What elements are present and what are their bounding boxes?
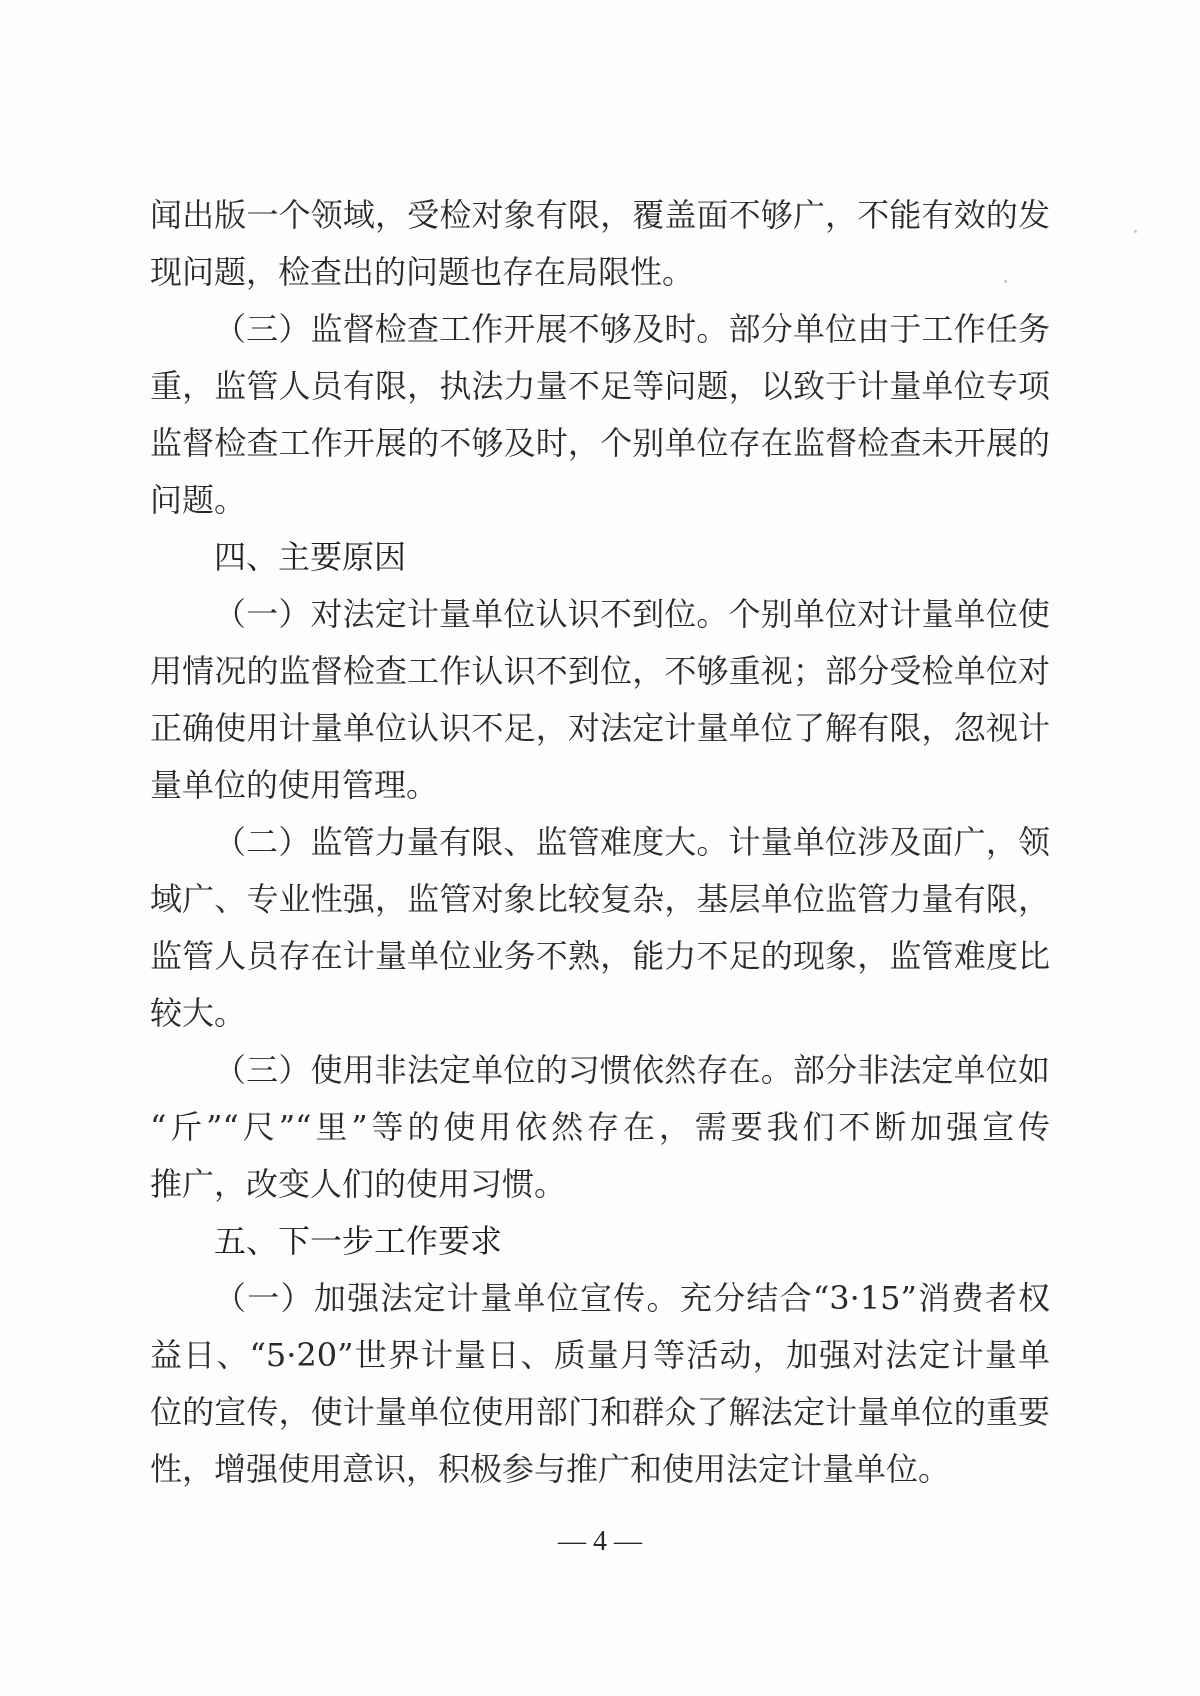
body-line: 较大。 xyxy=(150,994,247,1032)
body-line: 益日、“5·20”世界计量日、质量月等活动，加强对法定计量单 xyxy=(150,1336,1050,1374)
subsection-paragraph-line: （三）使用非法定单位的习惯依然存在。部分非法定单位如 xyxy=(214,1051,1050,1089)
body-line: 推广，改变人们的使用习惯。 xyxy=(150,1165,567,1203)
scan-speck xyxy=(1004,280,1007,283)
subsection-paragraph-line: （三）监督检查工作开展不够及时。部分单位由于工作任务 xyxy=(214,310,1050,348)
body-line: “斤”“尺”“里”等的使用依然存在，需要我们不断加强宣传 xyxy=(150,1108,1050,1146)
body-line: 监督检查工作开展的不够及时，个别单位存在监督检查未开展的 xyxy=(150,424,1050,462)
subsection-paragraph-line: （一）对法定计量单位认识不到位。个别单位对计量单位使 xyxy=(214,595,1050,633)
subsection-paragraph-line: （一）加强法定计量单位宣传。充分结合“3·15”消费者权 xyxy=(214,1279,1050,1317)
body-line: 用情况的监督检查工作认识不到位，不够重视；部分受检单位对 xyxy=(150,652,1050,690)
body-line: 问题。 xyxy=(150,481,247,519)
section-heading-main-causes: 四、主要原因 xyxy=(214,538,407,576)
body-line: 监管人员存在计量单位业务不熟，能力不足的现象，监管难度比 xyxy=(150,937,1050,975)
body-line: 性，增强使用意识，积极参与推广和使用法定计量单位。 xyxy=(150,1450,951,1488)
body-line: 域广、专业性强，监管对象比较复杂，基层单位监管力量有限， xyxy=(150,880,1050,918)
body-line: 现问题，检查出的问题也存在局限性。 xyxy=(150,253,695,291)
subsection-paragraph-line: （二）监管力量有限、监管难度大。计量单位涉及面广，领 xyxy=(214,823,1050,861)
body-line: 位的宣传，使计量单位使用部门和群众了解法定计量单位的重要 xyxy=(150,1393,1050,1431)
body-line: 闻出版一个领域，受检对象有限，覆盖面不够广，不能有效的发 xyxy=(150,196,1050,234)
scan-speck xyxy=(1134,230,1137,233)
body-line: 重，监管人员有限，执法力量不足等问题，以致于计量单位专项 xyxy=(150,367,1050,405)
document-body xyxy=(150,187,1050,1498)
body-line: 量单位的使用管理。 xyxy=(150,766,439,804)
section-heading-next-steps: 五、下一步工作要求 xyxy=(214,1222,503,1260)
page-number: — 4 — xyxy=(558,1526,642,1557)
body-line: 正确使用计量单位认识不足，对法定计量单位了解有限，忽视计 xyxy=(150,709,1050,747)
